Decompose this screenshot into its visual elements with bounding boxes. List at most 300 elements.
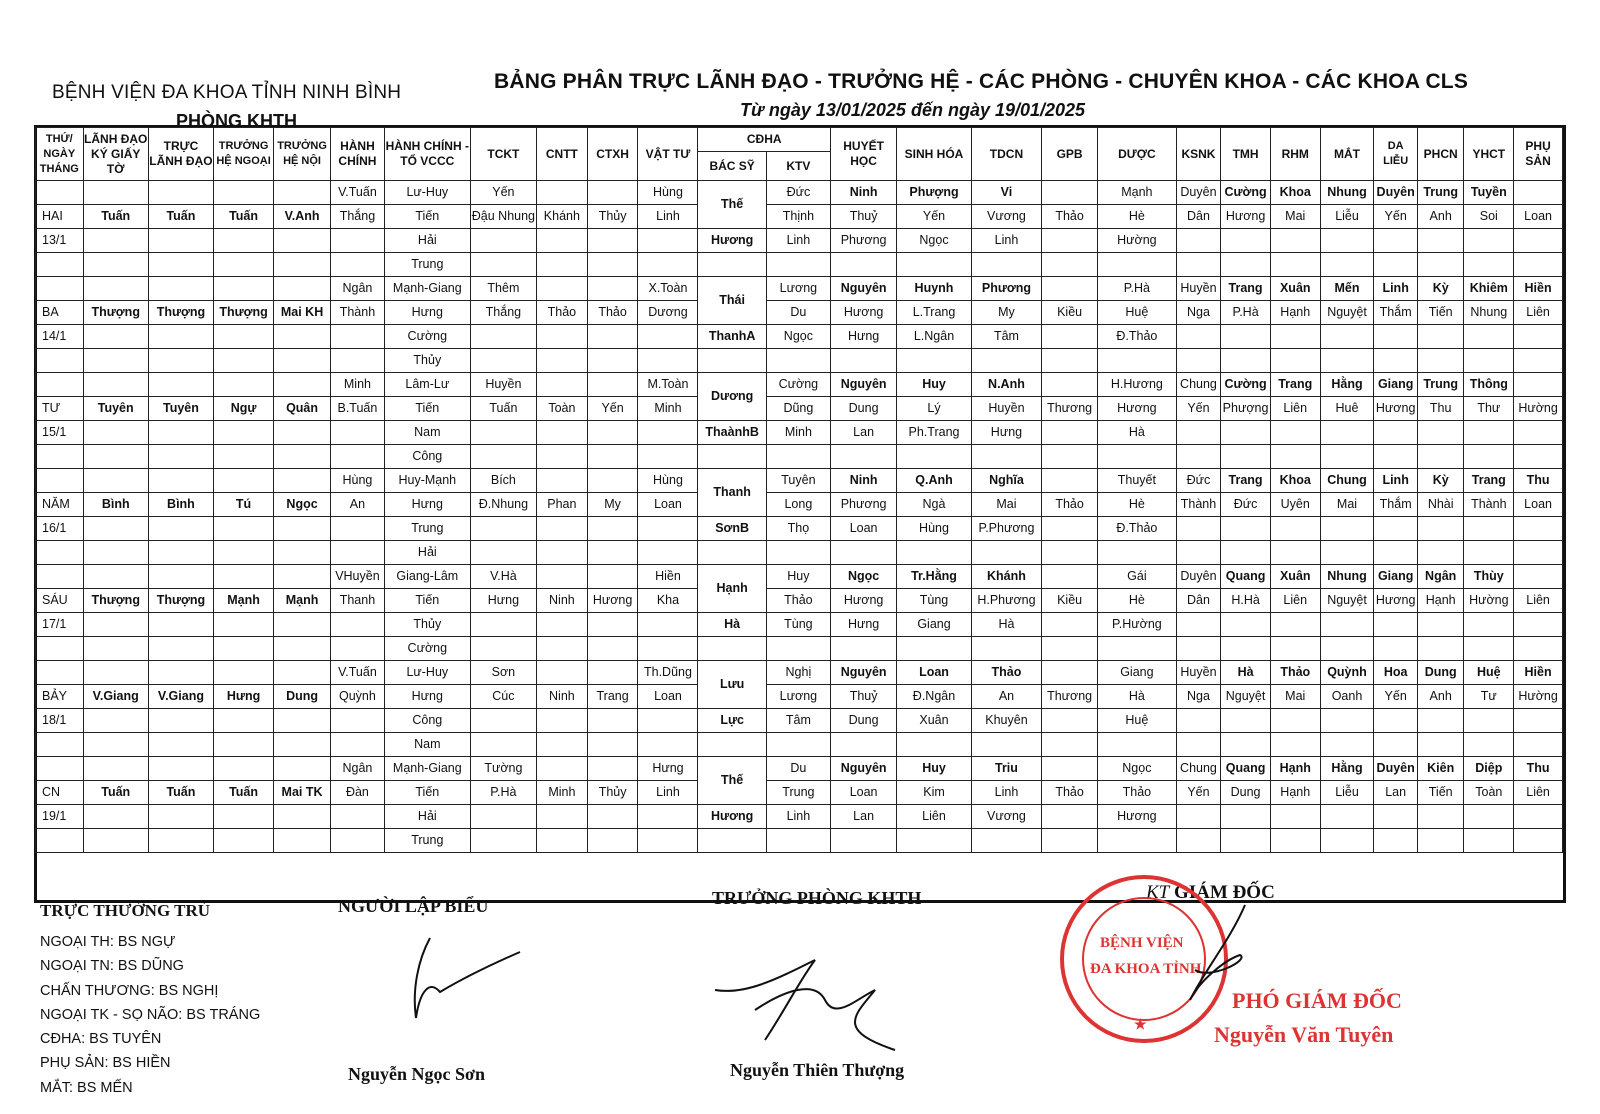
- cntt-cell: [537, 637, 588, 661]
- biochem-cell: [897, 829, 972, 853]
- tmh-cell: [1221, 325, 1271, 349]
- cdha-doctor-cell: Hà: [698, 613, 766, 637]
- surg-head-cell: Thượng: [214, 301, 274, 325]
- day-name-cell: BẢY: [36, 685, 84, 709]
- eye-cell: [1320, 445, 1374, 469]
- cntt-cell: [537, 253, 588, 277]
- ksnk-cell: Huyền: [1176, 661, 1221, 685]
- obgyn-cell: [1514, 565, 1563, 589]
- cntt-cell: [537, 709, 588, 733]
- gpb-cell: [1042, 517, 1098, 541]
- gpb-cell: Thảo: [1042, 781, 1098, 805]
- resident-item: PHỤ SẢN: BS HIỀN: [40, 1055, 171, 1072]
- obgyn-cell: [1514, 637, 1563, 661]
- cntt-cell: [537, 373, 588, 397]
- day-cell: [36, 349, 84, 373]
- duty-leader-cell: [148, 565, 213, 589]
- day-name-cell: HAI: [36, 205, 84, 229]
- biochem-cell: Tùng: [897, 589, 972, 613]
- biochem-cell: Phượng: [897, 181, 972, 205]
- duty-leader-cell: [148, 661, 213, 685]
- blood-cell: [830, 253, 896, 277]
- admin-cell: VHuyền: [331, 565, 385, 589]
- phcn-cell: Kiên: [1417, 757, 1464, 781]
- col-blood-header: HUYẾT HỌC: [830, 128, 896, 181]
- tmh-cell: Phượng: [1221, 397, 1271, 421]
- phcn-cell: [1417, 349, 1464, 373]
- cdha-ktv-cell: Cường: [766, 373, 830, 397]
- rhm-cell: [1270, 733, 1320, 757]
- surg-head-cell: [214, 637, 274, 661]
- day-cell: [36, 541, 84, 565]
- day-name-cell: BA: [36, 301, 84, 325]
- day-date-cell: 13/1: [36, 229, 84, 253]
- table-row: [36, 373, 1563, 397]
- pharmacy-cell: Hường: [1098, 229, 1177, 253]
- cdha-doctor-cell: Lưu: [698, 661, 766, 709]
- col-leader-header: LÃNH ĐẠO KÝ GIẤY TỜ: [83, 128, 148, 181]
- phcn-cell: Tiến: [1417, 781, 1464, 805]
- biochem-cell: Tr.Hằng: [897, 565, 972, 589]
- cdha-ktv-cell: [766, 733, 830, 757]
- yhct-cell: Soi: [1464, 205, 1514, 229]
- cdha-ktv-cell: Huy: [766, 565, 830, 589]
- tmh-cell: Nguyệt: [1221, 685, 1271, 709]
- leader-cell: [83, 349, 148, 373]
- tdcn-cell: [971, 253, 1041, 277]
- rhm-cell: Hạnh: [1270, 757, 1320, 781]
- tmh-cell: [1221, 349, 1271, 373]
- yhct-cell: Khiêm: [1464, 277, 1514, 301]
- supply-cell: [638, 637, 698, 661]
- blood-cell: Hưng: [830, 325, 896, 349]
- med-head-cell: [274, 565, 331, 589]
- eye-cell: [1320, 421, 1374, 445]
- cdha-doctor-cell: Thế: [698, 181, 766, 229]
- resident-duty-list: [40, 930, 260, 1100]
- blood-cell: Ninh: [830, 469, 896, 493]
- rhm-cell: [1270, 613, 1320, 637]
- supply-cell: Hùng: [638, 469, 698, 493]
- tckt-cell: [470, 829, 536, 853]
- supply-cell: [638, 829, 698, 853]
- admin-team-cell: Tiến: [384, 205, 470, 229]
- rhm-cell: [1270, 541, 1320, 565]
- med-head-cell: [274, 373, 331, 397]
- med-head-cell: [274, 253, 331, 277]
- derm-cell: [1374, 325, 1417, 349]
- blood-cell: Phương: [830, 229, 896, 253]
- head-title: TRƯỞNG PHÒNG KHTH: [712, 888, 922, 908]
- director-title-text: GIÁM ĐỐC: [1174, 882, 1275, 903]
- cntt-cell: [537, 757, 588, 781]
- phcn-cell: [1417, 253, 1464, 277]
- med-head-cell: [274, 613, 331, 637]
- derm-cell: Yến: [1374, 205, 1417, 229]
- med-head-cell: [274, 445, 331, 469]
- supply-cell: [638, 229, 698, 253]
- stamp-line-1: BỆNH VIỆN: [1100, 935, 1184, 951]
- yhct-cell: Tư: [1464, 685, 1514, 709]
- pharmacy-cell: [1098, 445, 1177, 469]
- admin-cell: [331, 709, 385, 733]
- cdha-doctor-cell: ThaànhB: [698, 421, 766, 445]
- cntt-cell: Phan: [537, 493, 588, 517]
- surg-head-cell: Hưng: [214, 685, 274, 709]
- duty-leader-cell: [148, 517, 213, 541]
- supply-cell: Hiền: [638, 565, 698, 589]
- phcn-cell: [1417, 733, 1464, 757]
- derm-cell: Lan: [1374, 781, 1417, 805]
- tckt-cell: Sơn: [470, 661, 536, 685]
- tdcn-cell: Vi: [971, 181, 1041, 205]
- pharmacy-cell: Gái: [1098, 565, 1177, 589]
- rhm-cell: [1270, 517, 1320, 541]
- derm-cell: Giang: [1374, 373, 1417, 397]
- day-cell: [36, 829, 84, 853]
- admin-cell: [331, 349, 385, 373]
- tckt-cell: [470, 541, 536, 565]
- derm-cell: [1374, 445, 1417, 469]
- pharmacy-cell: [1098, 637, 1177, 661]
- obgyn-cell: [1514, 229, 1563, 253]
- ctxh-cell: [587, 373, 638, 397]
- supply-cell: [638, 325, 698, 349]
- eye-cell: [1320, 829, 1374, 853]
- tdcn-cell: N.Anh: [971, 373, 1041, 397]
- eye-cell: [1320, 349, 1374, 373]
- tdcn-cell: Vương: [971, 805, 1041, 829]
- pharmacy-cell: Ngọc: [1098, 757, 1177, 781]
- tckt-cell: [470, 325, 536, 349]
- derm-cell: Linh: [1374, 469, 1417, 493]
- gpb-cell: Thương: [1042, 685, 1098, 709]
- duty-leader-cell: [148, 613, 213, 637]
- obgyn-cell: Liên: [1514, 301, 1563, 325]
- cdha-doctor-cell: Hương: [698, 229, 766, 253]
- admin-cell: [331, 733, 385, 757]
- tdcn-cell: Huyền: [971, 397, 1041, 421]
- tckt-cell: [470, 709, 536, 733]
- admin-cell: Đàn: [331, 781, 385, 805]
- ctxh-cell: [587, 253, 638, 277]
- stamp-star-icon: ★: [1134, 1018, 1147, 1033]
- document-subtitle: Từ ngày 13/01/2025 đến ngày 19/01/2025: [740, 100, 1086, 120]
- tckt-cell: Bích: [470, 469, 536, 493]
- tdcn-cell: H.Phương: [971, 589, 1041, 613]
- tckt-cell: [470, 733, 536, 757]
- table-row: [36, 229, 1563, 253]
- derm-cell: [1374, 829, 1417, 853]
- surg-head-cell: [214, 229, 274, 253]
- eye-cell: [1320, 253, 1374, 277]
- phcn-cell: Dung: [1417, 661, 1464, 685]
- surg-head-cell: [214, 253, 274, 277]
- derm-cell: Duyên: [1374, 181, 1417, 205]
- supply-cell: Th.Dũng: [638, 661, 698, 685]
- yhct-cell: Diệp: [1464, 757, 1514, 781]
- tmh-cell: Hương: [1221, 205, 1271, 229]
- gpb-cell: Thảo: [1042, 205, 1098, 229]
- tmh-cell: [1221, 421, 1271, 445]
- cdha-doctor-cell: Hương: [698, 805, 766, 829]
- eye-cell: [1320, 325, 1374, 349]
- gpb-cell: [1042, 613, 1098, 637]
- cdha-ktv-cell: Du: [766, 757, 830, 781]
- rhm-cell: Liên: [1270, 589, 1320, 613]
- table-row: [36, 589, 1563, 613]
- table-row: [36, 781, 1563, 805]
- ksnk-cell: [1176, 541, 1221, 565]
- tckt-cell: Đ.Nhung: [470, 493, 536, 517]
- surg-head-cell: [214, 421, 274, 445]
- med-head-cell: [274, 349, 331, 373]
- biochem-cell: Ph.Trang: [897, 421, 972, 445]
- admin-team-cell: Lư-Huy: [384, 661, 470, 685]
- cdha-ktv-cell: Thảo: [766, 589, 830, 613]
- tckt-cell: Huyền: [470, 373, 536, 397]
- tmh-cell: Cường: [1221, 373, 1271, 397]
- cntt-cell: [537, 445, 588, 469]
- preparer-signature: [400, 930, 530, 1025]
- cdha-doctor-cell: Lực: [698, 709, 766, 733]
- col-cdha-header: CĐHA: [698, 128, 831, 152]
- eye-cell: [1320, 541, 1374, 565]
- rhm-cell: Hạnh: [1270, 781, 1320, 805]
- pharmacy-cell: [1098, 253, 1177, 277]
- gpb-cell: [1042, 733, 1098, 757]
- yhct-cell: Thành: [1464, 493, 1514, 517]
- tdcn-cell: [971, 349, 1041, 373]
- admin-cell: Ngân: [331, 757, 385, 781]
- surg-head-cell: Ngự: [214, 397, 274, 421]
- day-cell: [36, 565, 84, 589]
- admin-team-cell: Trung: [384, 829, 470, 853]
- pharmacy-cell: Hè: [1098, 493, 1177, 517]
- rhm-cell: Hạnh: [1270, 301, 1320, 325]
- preparer-name: Nguyễn Ngọc Sơn: [348, 1064, 485, 1084]
- admin-team-cell: Nam: [384, 733, 470, 757]
- admin-cell: [331, 325, 385, 349]
- admin-cell: Ngân: [331, 277, 385, 301]
- cdha-doctor-cell: SơnB: [698, 517, 766, 541]
- col-gpb-header: GPB: [1042, 128, 1098, 181]
- obgyn-cell: Thu: [1514, 757, 1563, 781]
- supply-cell: Linh: [638, 205, 698, 229]
- pharmacy-cell: Hương: [1098, 805, 1177, 829]
- yhct-cell: [1464, 517, 1514, 541]
- pharmacy-cell: Thuyết: [1098, 469, 1177, 493]
- supply-cell: Minh: [638, 397, 698, 421]
- day-name-cell: TƯ: [36, 397, 84, 421]
- day-cell: [36, 373, 84, 397]
- duty-leader-cell: [148, 469, 213, 493]
- eye-cell: Nguyệt: [1320, 589, 1374, 613]
- yhct-cell: Thùy: [1464, 565, 1514, 589]
- cntt-cell: [537, 829, 588, 853]
- tckt-cell: [470, 637, 536, 661]
- derm-cell: [1374, 349, 1417, 373]
- admin-team-cell: Hưng: [384, 493, 470, 517]
- gpb-cell: [1042, 469, 1098, 493]
- surg-head-cell: [214, 325, 274, 349]
- surg-head-cell: [214, 733, 274, 757]
- gpb-cell: [1042, 421, 1098, 445]
- phcn-cell: Hạnh: [1417, 589, 1464, 613]
- med-head-cell: [274, 709, 331, 733]
- yhct-cell: [1464, 349, 1514, 373]
- ctxh-cell: [587, 805, 638, 829]
- tmh-cell: [1221, 805, 1271, 829]
- table-row: [36, 301, 1563, 325]
- rhm-cell: [1270, 253, 1320, 277]
- ctxh-cell: Yến: [587, 397, 638, 421]
- admin-cell: [331, 805, 385, 829]
- gpb-cell: [1042, 373, 1098, 397]
- supply-cell: Linh: [638, 781, 698, 805]
- phcn-cell: Trung: [1417, 181, 1464, 205]
- admin-cell: [331, 253, 385, 277]
- biochem-cell: Ngọc: [897, 229, 972, 253]
- derm-cell: Linh: [1374, 277, 1417, 301]
- ksnk-cell: [1176, 637, 1221, 661]
- med-head-cell: [274, 733, 331, 757]
- derm-cell: [1374, 733, 1417, 757]
- cdha-ktv-cell: Lương: [766, 685, 830, 709]
- tdcn-cell: [971, 445, 1041, 469]
- admin-team-cell: Lư-Huy: [384, 181, 470, 205]
- ctxh-cell: [587, 661, 638, 685]
- eye-cell: Hằng: [1320, 373, 1374, 397]
- med-head-cell: [274, 469, 331, 493]
- duty-leader-cell: [148, 637, 213, 661]
- col-phcn-header: PHCN: [1417, 128, 1464, 181]
- obgyn-cell: Liên: [1514, 781, 1563, 805]
- yhct-cell: [1464, 733, 1514, 757]
- blood-cell: Nguyên: [830, 661, 896, 685]
- eye-cell: Quỳnh: [1320, 661, 1374, 685]
- leader-cell: V.Giang: [83, 685, 148, 709]
- day-name-cell: SÁU: [36, 589, 84, 613]
- blood-cell: Hưng: [830, 613, 896, 637]
- tmh-cell: H.Hà: [1221, 589, 1271, 613]
- leader-cell: [83, 373, 148, 397]
- rhm-cell: Liên: [1270, 397, 1320, 421]
- cdha-doctor-cell: ThanhA: [698, 325, 766, 349]
- pharmacy-cell: P.Hường: [1098, 613, 1177, 637]
- day-cell: [36, 253, 84, 277]
- obgyn-cell: Hường: [1514, 685, 1563, 709]
- resident-item: CHẤN THƯƠNG: BS NGHỊ: [40, 982, 219, 999]
- duty-leader-cell: [148, 829, 213, 853]
- phcn-cell: Anh: [1417, 685, 1464, 709]
- admin-team-cell: Huy-Mạnh: [384, 469, 470, 493]
- cdha-ktv-cell: Thọ: [766, 517, 830, 541]
- preparer-title: NGƯỜI LẬP BIỂU: [338, 896, 489, 916]
- ksnk-cell: [1176, 613, 1221, 637]
- gpb-cell: [1042, 805, 1098, 829]
- biochem-cell: Loan: [897, 661, 972, 685]
- duty-leader-cell: V.Giang: [148, 685, 213, 709]
- hospital-name: BỆNH VIỆN ĐA KHOA TỈNH NINH BÌNH: [52, 82, 402, 103]
- ksnk-cell: [1176, 421, 1221, 445]
- rhm-cell: [1270, 325, 1320, 349]
- tdcn-cell: Nghĩa: [971, 469, 1041, 493]
- tmh-cell: Quang: [1221, 757, 1271, 781]
- tckt-cell: [470, 421, 536, 445]
- gpb-cell: [1042, 637, 1098, 661]
- ksnk-cell: [1176, 733, 1221, 757]
- yhct-cell: [1464, 445, 1514, 469]
- med-head-cell: Quân: [274, 397, 331, 421]
- ksnk-cell: [1176, 325, 1221, 349]
- biochem-cell: Kim: [897, 781, 972, 805]
- cntt-cell: Khánh: [537, 205, 588, 229]
- day-cell: [36, 445, 84, 469]
- col-ctxh-header: CTXH: [587, 128, 638, 181]
- cdha-ktv-cell: [766, 541, 830, 565]
- pharmacy-cell: [1098, 541, 1177, 565]
- head-name: Nguyễn Thiên Thượng: [730, 1060, 905, 1080]
- biochem-cell: Ngà: [897, 493, 972, 517]
- phcn-cell: [1417, 613, 1464, 637]
- cdha-ktv-cell: Thịnh: [766, 205, 830, 229]
- tckt-cell: Yến: [470, 181, 536, 205]
- col-rhm-header: RHM: [1270, 128, 1320, 181]
- eye-cell: Mai: [1320, 493, 1374, 517]
- leader-cell: [83, 733, 148, 757]
- yhct-cell: [1464, 709, 1514, 733]
- duty-leader-cell: [148, 373, 213, 397]
- cdha-ktv-cell: [766, 349, 830, 373]
- tckt-cell: Tường: [470, 757, 536, 781]
- cntt-cell: [537, 565, 588, 589]
- blood-cell: [830, 445, 896, 469]
- phcn-cell: [1417, 805, 1464, 829]
- admin-team-cell: Lâm-Lư: [384, 373, 470, 397]
- day-name-cell: NĂM: [36, 493, 84, 517]
- day-date-cell: 18/1: [36, 709, 84, 733]
- med-head-cell: [274, 805, 331, 829]
- admin-cell: V.Tuấn: [331, 181, 385, 205]
- ksnk-cell: [1176, 805, 1221, 829]
- blood-cell: Thuỷ: [830, 205, 896, 229]
- gpb-cell: Kiều: [1042, 589, 1098, 613]
- admin-cell: [331, 445, 385, 469]
- leader-cell: [83, 829, 148, 853]
- ksnk-cell: Dân: [1176, 205, 1221, 229]
- supply-cell: Kha: [638, 589, 698, 613]
- col-yhct-header: YHCT: [1464, 128, 1514, 181]
- duty-leader-cell: Tuyên: [148, 397, 213, 421]
- cdha-ktv-cell: Tùng: [766, 613, 830, 637]
- cntt-cell: Ninh: [537, 589, 588, 613]
- cdha-ktv-cell: Linh: [766, 805, 830, 829]
- day-cell: [36, 661, 84, 685]
- pharmacy-cell: Hà: [1098, 685, 1177, 709]
- admin-team-cell: Giang-Lâm: [384, 565, 470, 589]
- phcn-cell: Nhài: [1417, 493, 1464, 517]
- duty-leader-cell: [148, 709, 213, 733]
- rhm-cell: [1270, 229, 1320, 253]
- tmh-cell: Quang: [1221, 565, 1271, 589]
- yhct-cell: Trang: [1464, 469, 1514, 493]
- obgyn-cell: [1514, 373, 1563, 397]
- derm-cell: [1374, 709, 1417, 733]
- ctxh-cell: [587, 709, 638, 733]
- tmh-cell: [1221, 541, 1271, 565]
- ksnk-cell: Nga: [1176, 301, 1221, 325]
